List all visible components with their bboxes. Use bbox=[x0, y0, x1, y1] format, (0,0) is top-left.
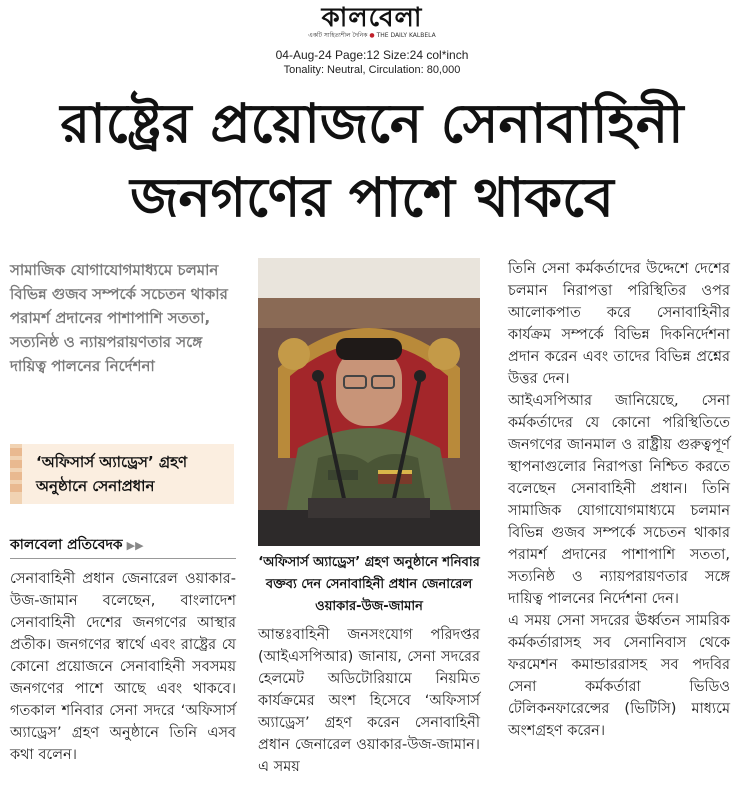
byline bbox=[10, 533, 236, 557]
article-paragraph: তিনি সেনা কর্মকর্তাদের উদ্দেশে দেশের চলমান নিরাপত্তা পরিস্থিতির ওপর আলোকপাত করে সেনাবাহিনীর কার্যক্রম সম্পর্কে বিভিন্ন দিকনির্দেশনা প্রদান করেন এবং তাদের বিভিন্ন প্রশ্নের উত্তর দেন। bbox=[508, 261, 730, 387]
article-paragraph: আইএসপিআর জানিয়েছে, সেনা কর্মকর্তাদের যে কোনো পরিস্থিতিতে জনগণের জানমাল ও রাষ্ট্রীয় গুরুত্বপূর্ণ স্থাপনাগুলোর নিরাপত্তা নিশ্চিত করতে বলেছেন সেনাবাহিনী প্রধান। তিনি সামাজিক যোগাযোগমাধ্যমে চলমান বিভিন্ন গুজব সম্পর্কে সচেতন থাকার পরামর্শ প্রদানের পাশাপাশি সততা, সত্যনিষ্ঠ ও ন্যায়পরায়ণতার সঙ্গে দায়িত্ব পালনের নির্দেশনা দেন। bbox=[508, 393, 730, 607]
chevron-right-icon: ▶▶ bbox=[126, 539, 144, 552]
headline-line1: রাষ্ট্রের প্রয়োজনে সেনাবাহিনী bbox=[60, 92, 684, 155]
headline-line2: জনগণের পাশে থাকবে bbox=[130, 166, 614, 229]
tagline-english: THE DAILY KALBELA bbox=[376, 32, 436, 39]
news-photo bbox=[258, 258, 480, 546]
sub-caption: ‘অফিসার্স অ্যাড্রেস’ গ্রহণ অনুষ্ঠানে সেনাপ্রধান bbox=[36, 453, 188, 495]
article-paragraph: আন্তঃবাহিনী জনসংযোগ পরিদপ্তর (আইএসপিআর) জানায়, সেনা সদরের হেলমেট অডিটোরিয়ামে নিয়মিত কার্যক্রমের অংশ হিসেবে ‘অফিসার্স অ্যাড্রেস’ গ্রহণ করেন সেনাবাহিনী প্রধান জেনারেল ওয়াকার-উজ-জামান। এ সময় bbox=[258, 627, 480, 775]
sub-caption-box bbox=[10, 444, 234, 504]
article-paragraph: এ সময় সেনা সদরের ঊর্ধ্বতন সামরিক কর্মকর্তারাসহ সব সেনানিবাস থেকে ফরমেশন কমান্ডাররাসহ সব পদবির সেনা কর্মকর্তারা ভিডিও টেলিকনফারেন্সের (ভিটিসি) মাধ্যমে অংশগ্রহণ করেন। bbox=[508, 613, 730, 739]
article-column-2 bbox=[258, 624, 480, 778]
masthead-tagline bbox=[0, 32, 744, 40]
clip-meta-line1: 04-Aug-24 Page:12 Size:24 col*inch bbox=[275, 48, 469, 62]
photo-illustration bbox=[258, 258, 480, 546]
byline-divider bbox=[10, 558, 236, 559]
intro-summary: সামাজিক যোগাযোগমাধ্যমে চলমান বিভিন্ন গুজব সম্পর্কে সচেতন থাকার পরামর্শ প্রদানের পাশাপাশি সততা, সত্যনিষ্ঠ ও ন্যায়পরায়ণতার সঙ্গে দায়িত্ব পালনের নির্দেশনা bbox=[10, 261, 228, 375]
masthead bbox=[0, 4, 744, 40]
newspaper-logo: কালবেলা bbox=[321, 3, 423, 33]
article-column-1 bbox=[10, 568, 236, 766]
caption-accent-bar bbox=[10, 444, 22, 504]
clip-meta-line2: Tonality: Neutral, Circulation: 80,000 bbox=[283, 64, 461, 76]
article-column-3 bbox=[508, 258, 730, 742]
photo-caption: ‘অফিসার্স অ্যাড্রেস’ গ্রহণ অনুষ্ঠানে শনিবার বক্তব্য দেন সেনাবাহিনী প্রধান জেনারেল ওয়াকার-উজ-জামান bbox=[258, 555, 480, 614]
byline-text: কালবেলা প্রতিবেদক bbox=[10, 537, 123, 553]
tagline-bengali: একটি সাহিত্যশীল দৈনিক bbox=[308, 32, 368, 39]
article-paragraph: সেনাবাহিনী প্রধান জেনারেল ওয়াকার-উজ-জামান বলেছেন, বাংলাদেশ সেনাবাহিনী দেশের জনগণের আস্থার প্রতীক। জনগণের স্বার্থে এবং রাষ্ট্রের যে কোনো প্রয়োজনে সেনাবাহিনী সবসময় জনগণের পাশে আছে এবং থাকবে। গতকাল শনিবার সেনা সদরে ‘অফিসার্স অ্যাড্রেস’ গ্রহণ অনুষ্ঠানে তিনি এসব কথা বলেন। bbox=[10, 571, 236, 763]
tagline-dot-icon: ● bbox=[369, 32, 375, 39]
